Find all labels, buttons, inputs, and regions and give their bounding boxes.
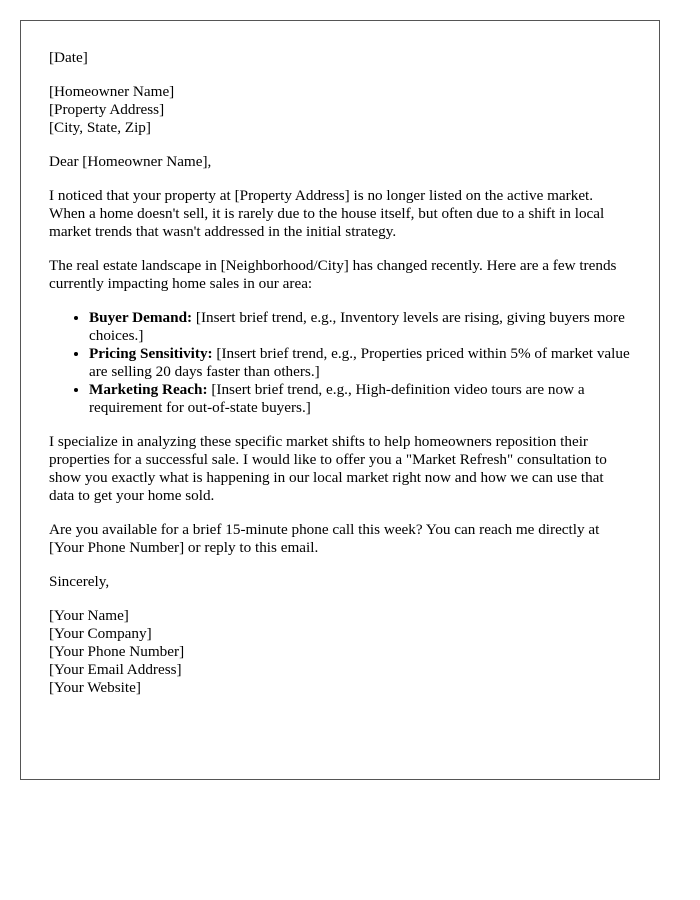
signature-email: [Your Email Address]: [49, 661, 182, 678]
salutation: Dear [Homeowner Name],: [49, 153, 212, 170]
date-line: [49, 49, 631, 67]
offer-paragraph: I specialize in analyzing these specific market shifts to help homeowners reposition their properties for a successful sale. I would like to offer you a "Market Refresh" consultation to show you exactly what is happening in our local market right now and how we can use that data to get your home sold.: [49, 433, 607, 504]
intro-paragraph: I noticed that your property at [Property Address] is no longer listed on the active market. When a home doesn't sell, it is rarely due to the house itself, but often due to a shift in local market trends that wasn't addressed in the initial strategy.: [49, 187, 605, 240]
letter-document: [20, 20, 660, 780]
closing: Sincerely,: [49, 573, 110, 590]
list-item: [89, 345, 631, 381]
signature-phone: [Your Phone Number]: [49, 643, 185, 660]
trend-label: Marketing Reach:: [89, 381, 208, 398]
list-item: [89, 381, 631, 417]
landscape-paragraph: The real estate landscape in [Neighborhood/City] has changed recently. Here are a few trends currently impacting home sales in our area:: [49, 257, 617, 292]
recipient-address-block: [49, 83, 631, 137]
recipient-address: [Property Address]: [49, 101, 165, 118]
recipient-name: [Homeowner Name]: [49, 83, 175, 100]
signature-block: [49, 607, 631, 697]
signature-name: [Your Name]: [49, 607, 129, 624]
trend-label: Pricing Sensitivity:: [89, 345, 213, 362]
date: [Date]: [49, 49, 88, 66]
recipient-city-state-zip: [City, State, Zip]: [49, 119, 151, 136]
cta-paragraph: Are you available for a brief 15-minute phone call this week? You can reach me directly at [Your Phone Number] or reply to this email.: [49, 521, 600, 556]
trend-text: [Insert brief trend, e.g., Inventory levels are rising, giving buyers more choices.]: [89, 309, 625, 344]
trend-text: [Insert brief trend, e.g., Properties priced within 5% of market value are selling 20 days faster than others.]: [89, 345, 630, 380]
list-item: [89, 309, 631, 345]
trend-label: Buyer Demand:: [89, 309, 193, 326]
signature-company: [Your Company]: [49, 625, 152, 642]
signature-website: [Your Website]: [49, 679, 141, 696]
trends-list: [49, 309, 631, 417]
trend-text: [Insert brief trend, e.g., High-definition video tours are now a requirement for out-of-state buyers.]: [89, 381, 585, 416]
